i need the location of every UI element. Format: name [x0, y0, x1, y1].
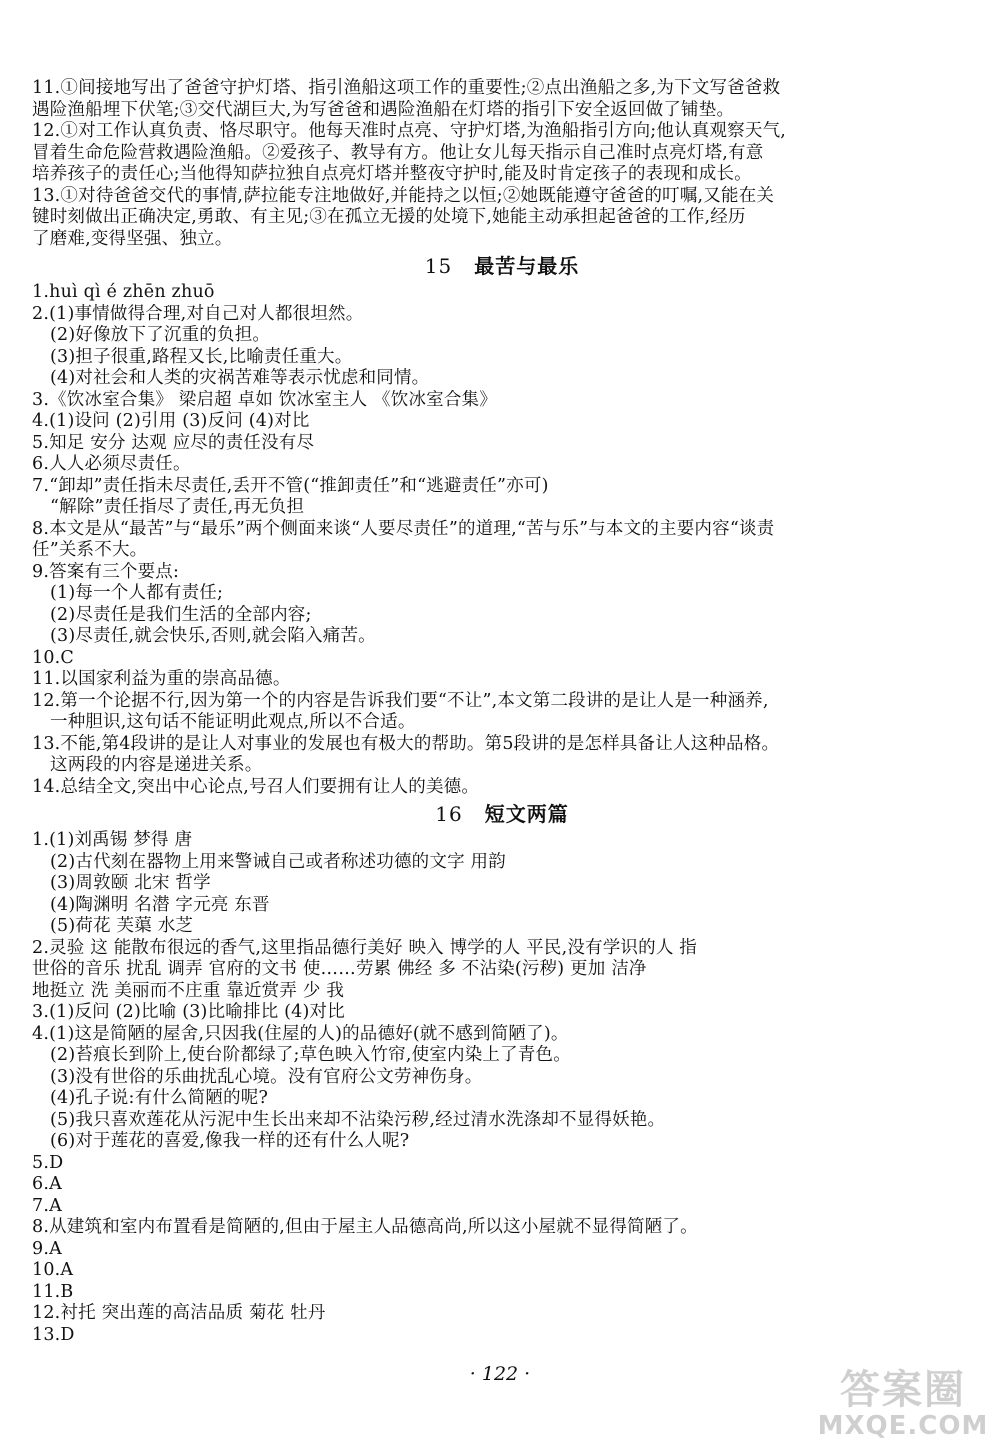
section-name: 短文两篇: [484, 802, 569, 826]
answer-line: (6)对于莲花的喜爱,像我一样的还有什么人呢?: [50, 1131, 410, 1151]
answer-line: (2)古代刻在器物上用来警诫自己或者称述功德的文字 用韵: [50, 851, 506, 872]
answer-line: 键时刻做出正确决定,勇敢、有主见;③在孤立无援的处境下,她能主动承担起爸爸的工作,经历: [32, 207, 746, 227]
answers-section-14-tail: [32, 78, 972, 250]
answer-line: 9.A: [32, 1238, 62, 1259]
answer-line: 2.灵验 这 能散布很远的香气,这里指品德行美好 映入 博学的人 平民,没有学识的人 指: [32, 937, 697, 958]
answer-line: 6.A: [32, 1174, 62, 1194]
answer-line: 6.人人必须尽责任。: [32, 454, 191, 474]
answer-line: 冒着生命危险营救遇险渔船。②爱孩子、教导有方。他让女儿每天指示自己准时点亮灯塔,有意: [32, 142, 764, 163]
answer-line: 2.(1)事情做得合理,对自己对人都很坦然。: [32, 303, 364, 324]
answers-section-16: [32, 830, 972, 1346]
answer-line: 一种胆识,这句话不能证明此观点,所以不合适。: [50, 712, 416, 732]
answer-line: 培养孩子的责任心;当他得知萨拉独自点亮灯塔并整夜守护时,能及时肯定孩子的表现和成长。: [32, 164, 752, 184]
answer-line: 13.不能,第4段讲的是让人对事业的发展也有极大的帮助。第5段讲的是怎样具备让人这种品格。: [32, 733, 780, 754]
answer-line: 这两段的内容是递进关系。: [50, 755, 263, 775]
answer-line: 12.衬托 突出莲的高洁品质 菊花 牡丹: [32, 1303, 326, 1323]
answer-line: 了磨难,变得坚强、独立。: [32, 228, 233, 249]
answer-line: 地挺立 洗 美丽而不庄重 靠近赏弄 少 我: [32, 980, 345, 1001]
answer-line: (3)尽责任,就会快乐,否则,就会陷入痛苦。: [50, 626, 376, 646]
answer-line: 11.B: [32, 1281, 74, 1302]
answer-line: 5.D: [32, 1152, 64, 1173]
answer-line: 世俗的音乐 扰乱 调弄 官府的文书 使……劳累 佛经 多 不沾染(污秽) 更加 洁净: [32, 959, 647, 979]
answer-line: 5.知足 安分 达观 应尽的责任没有尽: [32, 432, 315, 453]
answer-line: 1.(1)刘禹锡 梦得 唐: [32, 830, 193, 850]
answer-line: (2)苔痕长到阶上,使台阶都绿了;草色映入竹帘,使室内染上了青色。: [50, 1045, 571, 1065]
page-number: · 122 ·: [469, 1363, 531, 1385]
section-number: 15: [424, 254, 453, 278]
answer-line: 12.①对工作认真负责、恪尽职守。他每天准时点亮、守护灯塔,为渔船指引方向;他认真观察天气,: [32, 121, 787, 141]
section-name: 最苦与最乐: [474, 254, 580, 278]
answer-line: (4)陶渊明 名潜 字元亮 东晋: [50, 894, 270, 915]
answer-line: 遇险渔船埋下伏笔;③交代湖巨大,为写爸爸和遇险渔船在灯塔的指引下安全返回做了铺垫。: [32, 99, 735, 120]
answers-section-15: [32, 282, 972, 798]
answer-line: 7.A: [32, 1195, 62, 1216]
answer-line: (1)每一个人都有责任;: [50, 583, 224, 603]
answer-line: 14.总结全文,突出中心论点,号召人们要拥有让人的美德。: [32, 776, 480, 797]
answer-line: 8.本文是从“最苦”与“最乐”两个侧面来谈“人要尽责任”的道理,“苦与乐”与本文的主要内容“谈责: [32, 518, 775, 539]
answer-line: 11.①间接地写出了爸爸守护灯塔、指引渔船这项工作的重要性;②点出渔船之多,为下文写爸爸救: [32, 78, 781, 98]
answer-line: 3.(1)反问 (2)比喻 (3)比喻排比 (4)对比: [32, 1002, 345, 1022]
section-number: 16: [435, 802, 463, 826]
answer-line: 13.①对待爸爸交代的事情,萨拉能专注地做好,并能持之以恒;②她既能遵守爸爸的叮嘱,又能在关: [32, 185, 775, 206]
answer-line: (2)尽责任是我们生活的全部内容;: [50, 604, 312, 625]
watermark-main: 答案圈: [840, 1367, 966, 1413]
section-title-15: [32, 251, 972, 281]
answer-line: 13.D: [32, 1324, 75, 1345]
answer-line: 9.答案有三个要点:: [32, 561, 180, 582]
answer-line: (2)好像放下了沉重的负担。: [50, 325, 271, 345]
answer-line: 8.从建筑和室内布置看是简陋的,但由于屋主人品德高尚,所以这小屋就不显得简陋了。: [32, 1217, 698, 1237]
section-title-16: [32, 799, 972, 829]
watermark-sub: MXQE.COM: [817, 1411, 989, 1441]
answer-line: (4)孔子说:有什么简陋的呢?: [50, 1088, 269, 1108]
answer-line: (4)对社会和人类的灾祸苦难等表示忧虑和同情。: [50, 368, 430, 388]
answer-line: 4.(1)设问 (2)引用 (3)反问 (4)对比: [32, 411, 310, 431]
answer-page: [32, 78, 972, 1346]
answer-line: (3)没有世俗的乐曲扰乱心境。没有官府公文劳神伤身。: [50, 1066, 483, 1087]
answer-line: (3)周敦颐 北宋 哲学: [50, 873, 211, 893]
answer-line: 11.以国家利益为重的崇高品德。: [32, 669, 291, 689]
answer-line: (5)我只喜欢莲花从污泥中生长出来却不沾染污秽,经过清水洗涤却不显得妖艳。: [50, 1109, 666, 1130]
answer-line: 10.A: [32, 1260, 74, 1280]
answer-line: (3)担子很重,路程又长,比喻责任重大。: [50, 346, 353, 367]
answer-line: 1.huì qì é zhēn zhuō: [32, 282, 215, 302]
answer-line: (5)荷花 芙蕖 水芝: [50, 916, 194, 936]
answer-line: 任”关系不大。: [32, 540, 148, 560]
answer-line: 3.《饮冰室合集》 梁启超 卓如 饮冰室主人 《饮冰室合集》: [32, 389, 497, 410]
answer-line: “解除”责任指尽了责任,再无负担: [50, 497, 305, 517]
answer-line: 7.“卸却”责任指未尽责任,丢开不管(“推卸责任”和“逃避责任”亦可): [32, 475, 549, 496]
watermark-logo: [808, 1368, 998, 1444]
answer-line: 10.C: [32, 647, 75, 668]
answer-line: 4.(1)这是简陋的屋舍,只因我(住屋的人)的品德好(就不感到简陋了)。: [32, 1023, 569, 1044]
answer-line: 12.第一个论据不行,因为第一个的内容是告诉我们要“不让”,本文第二段讲的是让人是一种涵养,: [32, 690, 769, 711]
